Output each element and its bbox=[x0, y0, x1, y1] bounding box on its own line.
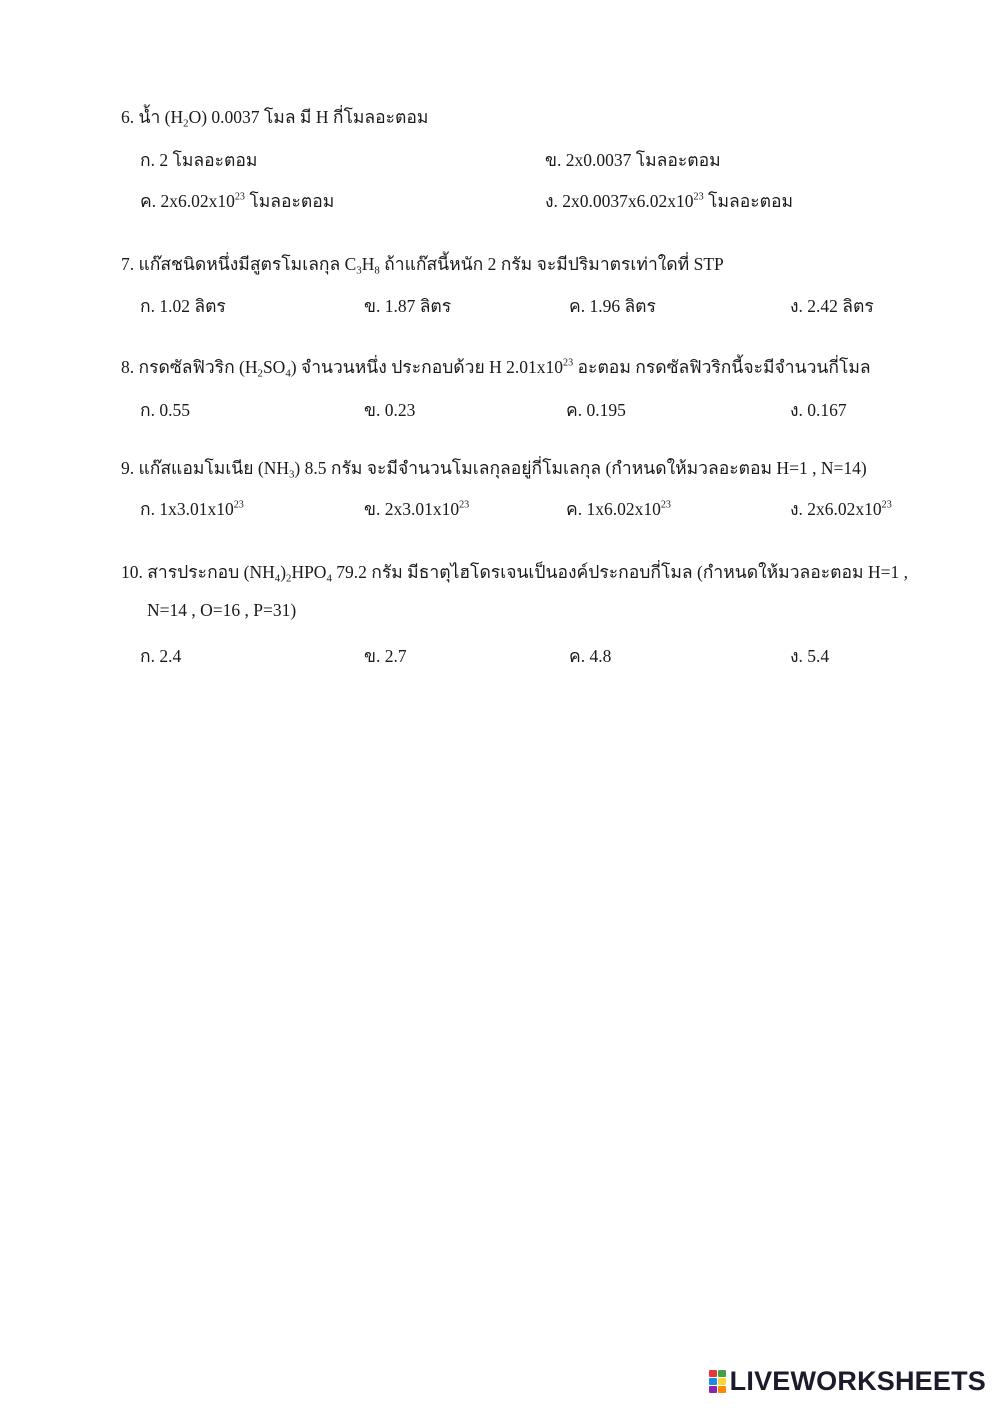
subscript: 2 bbox=[257, 367, 263, 380]
stem-text: 7. แก๊สชนิดหนึ่งมีสูตรโมเลกุล C bbox=[121, 254, 357, 274]
option-text: ค. 2x6.02x10 bbox=[140, 191, 235, 211]
subscript: 2 bbox=[286, 572, 292, 585]
option-text: ก. 1x3.01x10 bbox=[140, 499, 234, 519]
question-7-option-b: ข. 1.87 ลิตร bbox=[364, 296, 452, 316]
option-text: โมลอะตอม bbox=[244, 191, 335, 211]
question-7-option-c: ค. 1.96 ลิตร bbox=[569, 296, 656, 316]
liveworksheets-logo-text: LIVEWORKSHEETS bbox=[729, 1365, 986, 1396]
stem-text: 9. แก๊สแอมโมเนีย (NH bbox=[121, 458, 289, 478]
question-8-option-c: ค. 0.195 bbox=[566, 400, 626, 420]
subscript: 4 bbox=[285, 367, 291, 380]
stem-text: 8. กรดซัลฟิวริก (H bbox=[121, 357, 258, 377]
question-10-option-d: ง. 5.4 bbox=[790, 646, 830, 666]
question-9-option-d bbox=[790, 495, 892, 523]
question-7-option-d: ง. 2.42 ลิตร bbox=[790, 296, 874, 316]
stem-text: SO bbox=[262, 357, 286, 377]
option-text: โมลอะตอม bbox=[703, 191, 794, 211]
subscript: 4 bbox=[326, 572, 332, 585]
question-8-option-d: ง. 0.167 bbox=[790, 400, 847, 420]
question-10-option-c: ค. 4.8 bbox=[569, 646, 612, 666]
subscript: 2 bbox=[183, 117, 189, 130]
question-9-option-a bbox=[140, 495, 244, 523]
stem-text: ) bbox=[280, 562, 287, 582]
liveworksheets-logo-icon bbox=[709, 1369, 727, 1393]
superscript: 23 bbox=[881, 499, 892, 511]
question-6-stem bbox=[121, 103, 428, 131]
question-6-option-d bbox=[545, 187, 793, 215]
stem-text: 10. สารประกอบ (NH bbox=[121, 562, 275, 582]
subscript: 8 bbox=[374, 264, 380, 277]
question-6-option-b: ข. 2x0.0037 โมลอะตอม bbox=[545, 150, 721, 170]
stem-text: ) 8.5 กรัม จะมีจำนวนโมเลกุลอยู่กี่โมเลกุล (กำหนดให้มวลอะตอม H=1 , N=14) bbox=[294, 458, 867, 478]
stem-text: 6. น้ำ (H bbox=[121, 107, 184, 127]
option-text: ง. 2x0.0037x6.02x10 bbox=[545, 191, 694, 211]
question-8-stem bbox=[121, 353, 871, 381]
subscript: 4 bbox=[274, 572, 281, 585]
option-text: ง. 2x6.02x10 bbox=[790, 499, 882, 519]
question-6-option-c bbox=[140, 187, 334, 215]
superscript: 23 bbox=[233, 499, 244, 511]
superscript: 23 bbox=[459, 499, 470, 511]
option-text: ข. 2x3.01x10 bbox=[364, 499, 460, 519]
stem-text: HPO bbox=[291, 562, 327, 582]
stem-text: อะตอม กรดซัลฟิวริกนี้จะมีจำนวนกี่โมล bbox=[573, 357, 871, 377]
question-10-option-b: ข. 2.7 bbox=[364, 646, 407, 666]
question-10-stem-line2: N=14 , O=16 , P=31) bbox=[147, 600, 297, 620]
stem-text: H bbox=[361, 254, 375, 274]
superscript: 23 bbox=[563, 357, 574, 369]
superscript: 23 bbox=[234, 191, 245, 203]
question-10-option-a: ก. 2.4 bbox=[140, 646, 182, 666]
question-9-option-b bbox=[364, 495, 469, 523]
subscript: 3 bbox=[289, 468, 295, 481]
question-8-option-a: ก. 0.55 bbox=[140, 400, 190, 420]
stem-text: O) 0.0037 โมล มี H กี่โมลอะตอม bbox=[188, 107, 429, 127]
question-6-option-a: ก. 2 โมลอะตอม bbox=[140, 150, 258, 170]
question-7-option-a: ก. 1.02 ลิตร bbox=[140, 296, 226, 316]
option-text: ค. 1x6.02x10 bbox=[566, 499, 661, 519]
question-9-option-c bbox=[566, 495, 671, 523]
superscript: 23 bbox=[660, 499, 671, 511]
question-10-stem bbox=[121, 558, 908, 586]
question-9-stem bbox=[121, 454, 867, 482]
question-8-option-b: ข. 0.23 bbox=[364, 400, 416, 420]
stem-text: 79.2 กรัม มีธาตุไฮโดรเจนเป็นองค์ประกอบกี่โมล (กำหนดให้มวลอะตอม H=1 , bbox=[331, 562, 908, 582]
stem-text: ) จำนวนหนึ่ง ประกอบด้วย H 2.01x10 bbox=[290, 357, 564, 377]
question-7-stem bbox=[121, 250, 724, 278]
superscript: 23 bbox=[693, 191, 704, 203]
liveworksheets-logo bbox=[709, 1366, 986, 1396]
stem-text: ถ้าแก๊สนี้หนัก 2 กรัม จะมีปริมาตรเท่าใดที่ STP bbox=[379, 254, 724, 274]
subscript: 3 bbox=[356, 264, 362, 277]
